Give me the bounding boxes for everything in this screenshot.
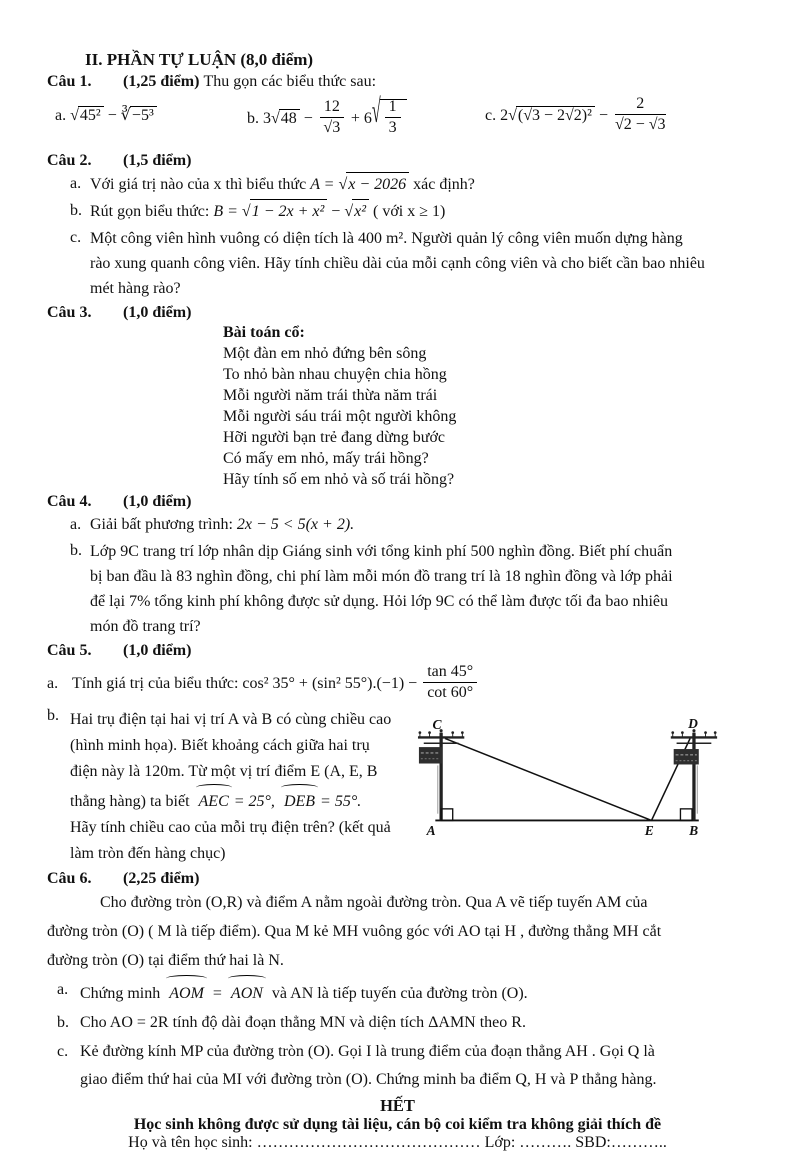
cbrt-sign-icon: ∛ <box>120 107 131 124</box>
q4b-line: món đồ trang trí? <box>90 618 201 635</box>
q5b-line: (hình minh họa). Biết khoảng cách giữa hai trụ <box>70 736 370 754</box>
right-transformer-box <box>674 749 699 764</box>
numerator: tan 45° <box>423 663 477 683</box>
q6c-line: Kẻ đường kính MP của đường tròn (O). Gọi I là trung điểm của đoạn thẳng AH . Gọi Q là <box>80 1042 655 1060</box>
q2c-text <box>90 226 748 301</box>
sqrt-radical <box>70 106 104 125</box>
poles-figure <box>417 717 748 838</box>
q5b-line: điện này là 120m. Từ một vị trí điểm E (A, E, B <box>70 762 378 780</box>
angle-DEB: DEB <box>281 785 318 815</box>
q6-label: Câu 6. <box>47 869 92 887</box>
q4a-label: a. <box>70 516 82 533</box>
coefficient: 3 <box>263 110 271 128</box>
q4-points: (1,0 điểm) <box>123 493 192 510</box>
q2a-lhs: A = <box>310 176 335 193</box>
poem-line: Có mấy em nhỏ, mấy trái hồng? <box>223 450 429 467</box>
sqrt-sign-icon: √ <box>70 107 79 124</box>
radicand <box>380 99 407 139</box>
q5b-text <box>70 707 413 867</box>
q2a-tail: xác định? <box>413 176 475 193</box>
denominator: cot 60° <box>427 683 474 701</box>
q5b-line: làm tròn đến hàng chục) <box>70 844 226 862</box>
formula-q1c <box>485 97 669 136</box>
minus-operator: − <box>107 107 117 124</box>
denominator: 3 <box>388 118 397 136</box>
sqrt-sign-icon: √ <box>508 107 517 125</box>
q6-intro-line: Cho đường tròn (O,R) và điểm A nằm ngoài đường tròn. Qua A vẽ tiếp tuyến AM của <box>100 893 648 911</box>
q4-item-b <box>70 539 748 639</box>
q6-item-c <box>57 1038 748 1094</box>
q5-heading <box>47 642 748 660</box>
q1-points: (1,25 điểm) <box>123 73 200 90</box>
minus-operator: − <box>303 110 313 128</box>
exam-footer <box>47 1096 748 1152</box>
sqrt-sign-icon: √ <box>371 94 381 131</box>
q2a-text <box>90 172 748 197</box>
sqrt-sign-icon: √ <box>241 203 251 220</box>
label-E: E <box>644 822 654 838</box>
q6b-label: b. <box>57 1013 69 1031</box>
q2b-pre: Rút gọn biểu thức: <box>90 203 210 220</box>
q6-intro-line: đường tròn (O) ( M là tiếp điểm). Qua M kẻ MH vuông góc với AO tại H , đường thẳng MH cắt <box>47 922 662 940</box>
poles-figure-wrap <box>417 717 748 867</box>
radicand: 45² <box>78 106 104 125</box>
q2-item-c <box>70 226 748 301</box>
sqrt-radical <box>242 199 327 224</box>
q2-item-a <box>70 172 748 197</box>
q6a-text <box>80 976 748 1008</box>
q4b-line: Lớp 9C trang trí lớp nhân dịp Giáng sinh với tổng kinh phí 500 nghìn đồng. Biết phí chuẩn <box>90 543 673 560</box>
radicand: 1 − 2x + x² <box>250 199 328 224</box>
plus-operator: + <box>350 110 360 128</box>
q2-heading <box>47 152 748 170</box>
q6a-tail: và AN là tiếp tuyến của đường tròn (O). <box>271 984 528 1002</box>
q4b-line: bị ban đầu là 83 nghìn đồng, chi phí làm mỗi món đồ trang trí là 18 nghìn đồng và lớp phải <box>90 568 673 585</box>
q1c-label: c. <box>485 107 497 125</box>
equals-sign: = <box>212 984 222 1002</box>
angle-AEC: AEC <box>196 785 232 815</box>
sqrt-sign-icon: √ <box>338 176 348 193</box>
q2b-label: b. <box>70 202 82 219</box>
q6-section <box>47 870 748 1094</box>
q2a-label: a. <box>70 175 82 192</box>
q5b-line: Hãy tính chiều cao của mỗi trụ điện trên? (kết quả <box>70 818 391 836</box>
label-C: C <box>432 716 442 732</box>
denominator: √2 − √3 <box>614 115 666 133</box>
q5b-label: b. <box>47 706 59 724</box>
fraction <box>423 663 477 702</box>
formula-q1a <box>55 105 157 125</box>
q5-item-b <box>47 707 748 867</box>
q3-poem <box>223 322 748 490</box>
q6-item-b <box>57 1009 748 1037</box>
sqrt-radical <box>371 94 407 139</box>
q2-item-b <box>70 199 748 224</box>
poem-line: Mỗi người sáu trái một người không <box>223 408 457 425</box>
q6-item-a <box>57 976 748 1008</box>
q4a-formula: 2x − 5 < 5(x + 2). <box>236 516 355 533</box>
q5-label: Câu 5. <box>47 642 92 659</box>
fraction <box>320 98 344 137</box>
minus-operator: − <box>598 107 608 125</box>
q6c-line: giao điểm thứ hai của MI với đường tròn (O). Chứng minh ba điểm Q, H và P thẳng hàng. <box>80 1070 657 1088</box>
q5b-line-angles <box>70 785 413 815</box>
poem-line: Hỡi người bạn trẻ đang dừng bước <box>223 429 446 446</box>
radicand: −5³ <box>130 106 157 125</box>
q6c-text <box>80 1038 748 1094</box>
q6-intro-line: đường tròn (O) tại điểm thứ hai là N. <box>47 951 284 969</box>
q4b-text <box>90 539 748 639</box>
q1-intro: Thu gọn các biểu thức sau: <box>203 73 377 90</box>
q2b-text <box>90 199 748 224</box>
q2b-lhs: B = <box>213 203 238 220</box>
q5a-body: cos² 35° + (sin² 55°).(−1) − <box>242 675 418 693</box>
sqrt-radical <box>271 109 300 128</box>
q2c-line: rào xung quanh công viên. Hãy tính chiều dài của mỗi cạnh công viên và cho biết cần bao nhiêu <box>90 255 705 272</box>
sqrt-radical <box>344 199 369 224</box>
q2c-line: Một công viên hình vuông có diện tích là 400 m². Người quản lý công viên muốn dựng hàng <box>90 230 683 247</box>
label-A: A <box>426 822 436 838</box>
angle-DEB-value: = 55°. <box>320 792 362 810</box>
label-B: B <box>689 822 699 838</box>
angle-AON: AON <box>228 976 266 1008</box>
q4a-pre: Giải bất phương trình: <box>90 516 233 533</box>
radicand: 48 <box>279 109 300 128</box>
sqrt-radical <box>508 106 595 125</box>
radicand: (√3 − 2√2)² <box>516 106 595 125</box>
q5-points: (1,0 điểm) <box>123 642 192 659</box>
q6-heading <box>47 870 748 888</box>
footer-notice: Học sinh không được sử dụng tài liệu, cán bộ coi kiểm tra không giải thích đề <box>133 1115 662 1133</box>
q6b-text: Cho AO = 2R tính độ dài đoạn thẳng MN và diện tích ΔAMN theo R. <box>80 1013 526 1031</box>
formula-q1b <box>247 94 407 139</box>
poem-line: Mỗi người năm trái thừa năm trái <box>223 387 438 404</box>
poem-line: Hãy tính số em nhỏ và số trái hồng? <box>223 471 455 488</box>
q4-heading <box>47 493 748 511</box>
sqrt-sign-icon: √ <box>271 110 280 128</box>
radicand: x² <box>352 199 369 224</box>
q4a-text <box>90 513 748 537</box>
q2a-pre: Với giá trị nào của x thì biểu thức <box>90 176 307 193</box>
fraction <box>385 98 401 137</box>
q1-formula-row <box>47 91 748 149</box>
q5b-line: Hai trụ điện tại hai vị trí A và B có cùng chiều cao <box>70 710 392 728</box>
q3-points: (1,0 điểm) <box>123 304 192 321</box>
sqrt-sign-icon: √ <box>344 203 354 220</box>
sqrt-radical <box>338 172 409 197</box>
coefficient: 6 <box>363 110 372 128</box>
q2c-label: c. <box>70 229 82 246</box>
q4b-label: b. <box>70 542 82 559</box>
q4b-line: để lại 7% tổng kinh phí không được sử dụng. Hỏi lớp 9C có thể làm được tối đa bao nhiêu <box>90 593 668 610</box>
q5a-pre: Tính giá trị của biểu thức: <box>72 675 239 693</box>
q1-heading <box>47 73 748 91</box>
q3-label: Câu 3. <box>47 304 92 321</box>
student-name-line: Họ và tên học sinh: …………………………………… Lớp: ………. SBD:……….. <box>128 1133 667 1151</box>
q6a-label: a. <box>57 980 69 998</box>
q5-item-a <box>47 665 748 704</box>
q2-points: (1,5 điểm) <box>123 152 192 169</box>
coefficient: 2 <box>500 107 509 125</box>
q6c-label: c. <box>57 1042 69 1060</box>
angle-AOM: AOM <box>166 976 207 1008</box>
q2c-line: mét hàng rào? <box>90 280 181 297</box>
q1-label: Câu 1. <box>47 73 92 90</box>
q5b-line4-pre: thẳng hàng) ta biết <box>70 792 190 810</box>
section-title: II. PHẦN TỰ LUẬN (8,0 điểm) <box>85 50 314 69</box>
q1a-label: a. <box>55 107 67 124</box>
wire-C-E <box>445 738 652 820</box>
poem-line: Một đàn em nhỏ đứng bên sông <box>223 345 427 362</box>
q6-points: (2,25 điểm) <box>123 869 200 887</box>
numerator: 1 <box>385 98 401 118</box>
fraction <box>615 95 666 134</box>
end-marker: HẾT <box>380 1095 415 1115</box>
numerator: 12 <box>320 98 344 118</box>
q4-item-a <box>70 513 748 537</box>
poem-line: To nhỏ bàn nhau chuyện chia hồng <box>223 366 447 383</box>
angle-AEC-value: = 25°, <box>233 792 275 810</box>
q2-label: Câu 2. <box>47 152 92 169</box>
left-transformer-box <box>419 747 442 763</box>
cbrt-radical <box>121 105 157 125</box>
q3-heading <box>47 304 748 322</box>
q2b-tail: ( với x ≥ 1) <box>373 203 446 220</box>
right-angle-B <box>680 809 692 821</box>
numerator: 2 <box>615 95 666 115</box>
q1b-label: b. <box>247 110 259 128</box>
right-angle-A <box>441 809 453 821</box>
poem-title: Bài toán cổ: <box>223 324 305 341</box>
radicand: x − 2026 <box>346 172 409 197</box>
label-D: D <box>688 716 698 731</box>
minus-operator: − <box>331 203 341 220</box>
q5a-label: a. <box>47 675 59 693</box>
q6a-pre: Chứng minh <box>80 984 161 1002</box>
denominator: √3 <box>323 118 341 136</box>
q4-label: Câu 4. <box>47 493 92 510</box>
